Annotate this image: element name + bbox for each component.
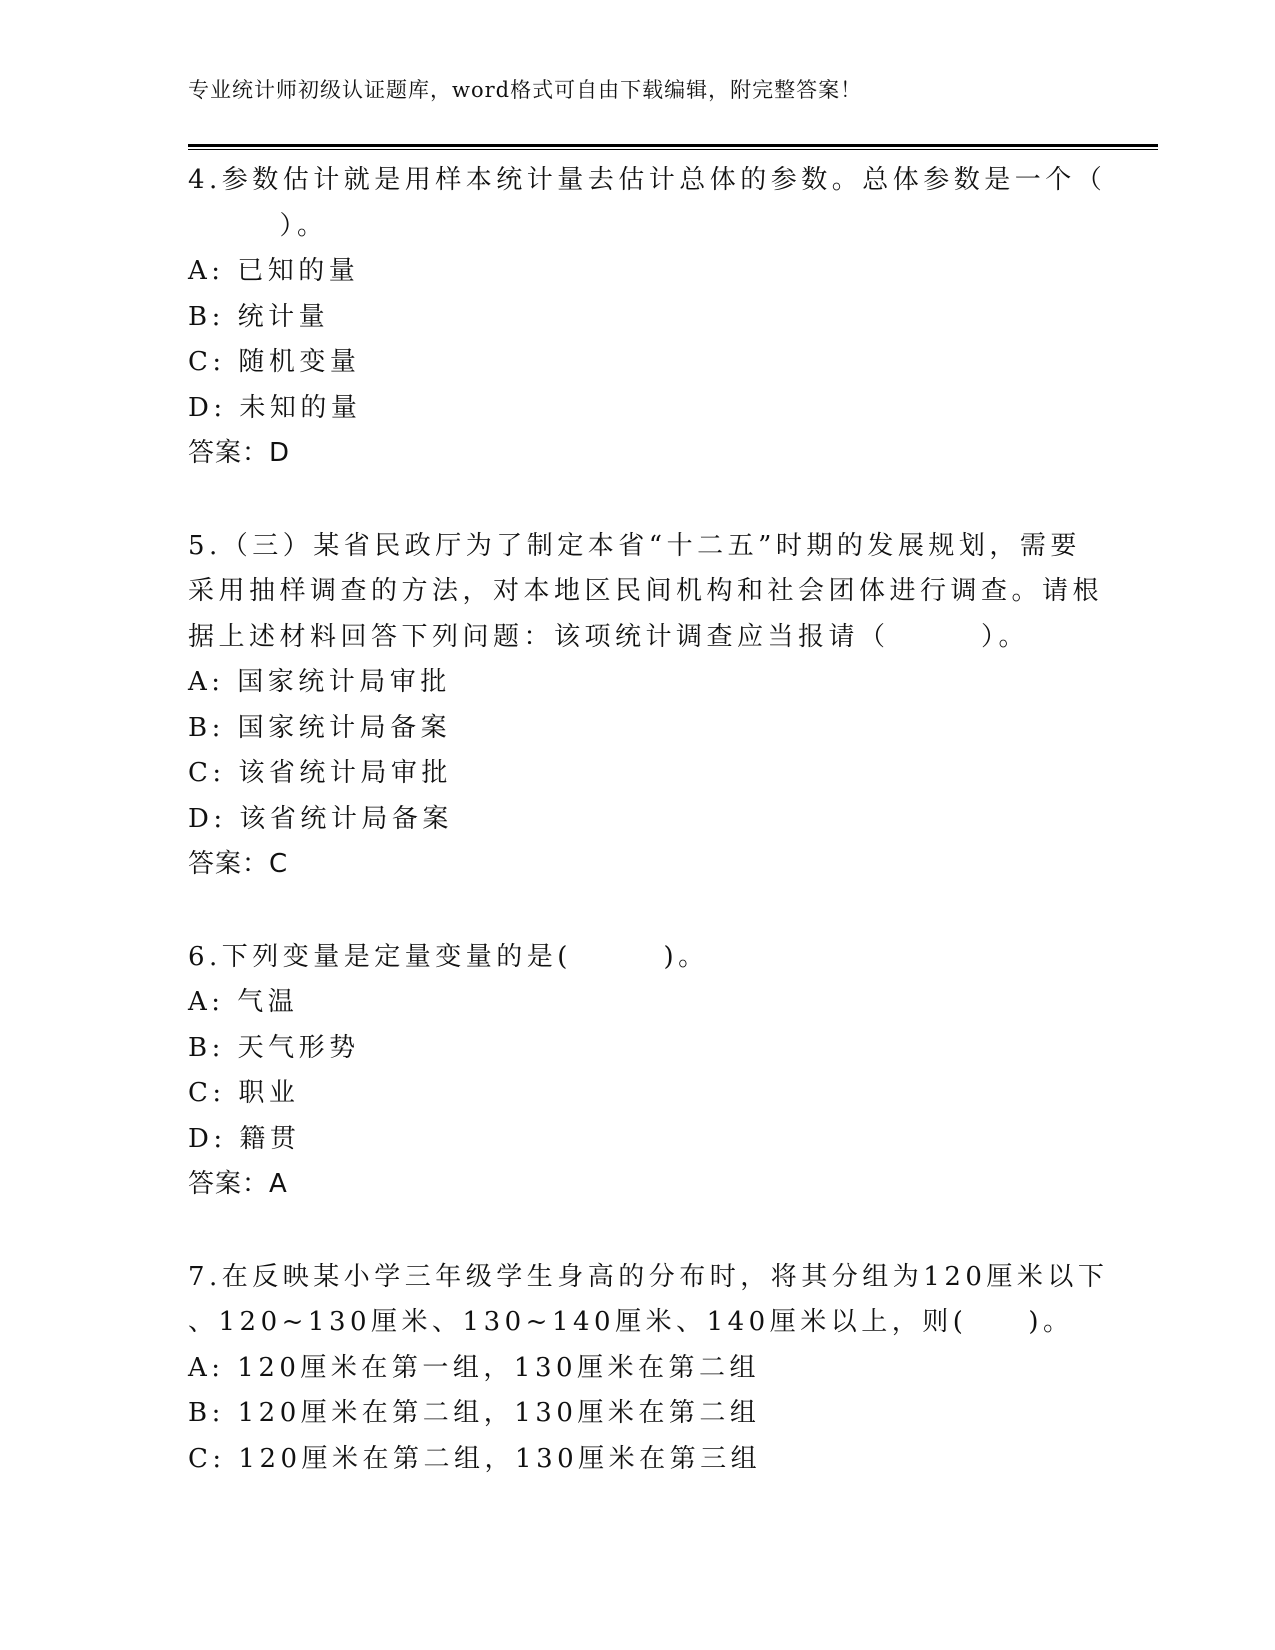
option-c: C: 该省统计局审批 [188,758,452,788]
option-a: A: 已知的量 [188,256,360,286]
option-d: D: 未知的量 [188,392,362,423]
option-b: B: 天气形势 [188,1032,360,1063]
question-5 [188,524,1104,888]
option-d: D: 该省统计局备案 [188,803,453,834]
question-7 [188,1255,1109,1483]
option-b: B: 国家统计局备案 [188,712,452,743]
answer-line: 答案：C [188,849,289,879]
question-list [188,158,1109,1529]
question-text-line: 6.下列变量是定量变量的是( )。 [188,941,709,972]
option-c: C: 职业 [188,1078,300,1108]
question-text-line: 4.参数估计就是用样本统计量去估计总体的参数。总体参数是一个（ [188,165,1107,195]
option-c: C: 随机变量 [188,347,361,377]
option-b: B: 统计量 [188,301,330,332]
question-text-line: 、120~130厘米、130~140厘米、140厘米以上，则( )。 [188,1307,1074,1337]
question-text-line: 采用抽样调查的方法，对本地区民间机构和社会团体进行调查。请根 [188,576,1104,606]
answer-line: 答案：A [188,1169,288,1199]
question-text-line: 5.（三）某省民政厅为了制定本省“十二五”时期的发展规划，需要 [188,530,1081,561]
page-header: 专业统计师初级认证题库，word格式可自由下载编辑，附完整答案！ [188,78,863,102]
question-text-line: 据上述材料回答下列问题：该项统计调查应当报请（ ）。 [188,621,1030,652]
option-b: B: 120厘米在第二组，130厘米在第二组 [188,1398,761,1428]
option-d: D: 籍贯 [188,1123,301,1154]
option-a: A: 120厘米在第一组，130厘米在第二组 [188,1352,761,1383]
option-c: C: 120厘米在第二组，130厘米在第三组 [188,1443,762,1474]
header-rule-thin [188,149,1158,150]
question-6 [188,935,1088,1208]
question-4 [188,158,1107,477]
question-text-line: ）。 [188,210,328,241]
option-a: A: 国家统计局审批 [188,667,451,697]
question-text-line: 7.在反映某小学三年级学生身高的分布时，将其分组为120厘米以下 [188,1261,1109,1292]
option-a: A: 气温 [188,987,299,1017]
answer-line: 答案：D [188,438,291,468]
header-rule-thick [188,144,1158,147]
